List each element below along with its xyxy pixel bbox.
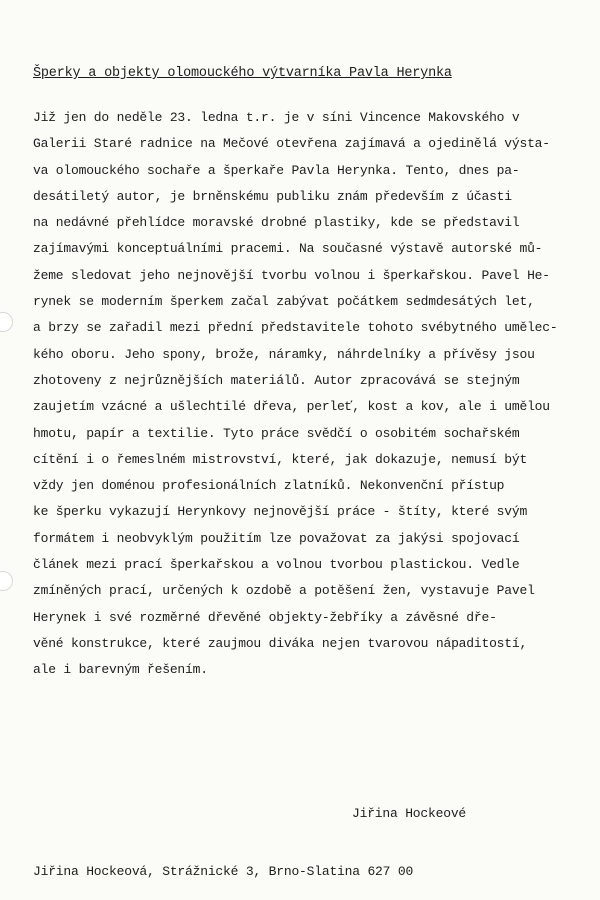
body-line: ke šperku vykazují Herynkovy nejnovější práce - štíty, které svým — [33, 504, 528, 520]
punch-hole-bottom — [0, 571, 13, 591]
body-line: hmotu, papír a textilie. Tyto práce svědčí o osobitém sochařském — [33, 425, 520, 441]
body-line: Galerii Staré radnice na Mečové otevřena zajímavá a ojedinělá výsta- — [33, 136, 550, 152]
body-line: na nedávné přehlídce moravské drobné plastiky, kde se představil — [33, 215, 520, 231]
body-line: článek mezi prací šperkařskou a volnou tvorbou plastickou. Vedle — [33, 557, 520, 573]
punch-hole-top — [0, 312, 13, 332]
body-line: a brzy se zařadil mezi přední představitele tohoto svébytného uměleс- — [33, 320, 558, 336]
body-line: zmíněných prací, určených k ozdobě a potěšení žen, vystavuje Pavel — [33, 583, 535, 599]
author-signature: Jiřina Hockeové — [352, 806, 467, 821]
author-address: Jiřina Hockeová, Strážnické 3, Brno-Slatina 627 00 — [33, 864, 414, 879]
body-line: vždy jen doménou profesionálních zlatníků. Nekonvenční přístup — [33, 478, 505, 494]
body-line: Již jen do neděle 23. ledna t.r. je v síni Vincence Makovského v — [33, 110, 520, 125]
body-line: rynek se moderním šperkem začal zabývat počátkem sedmdesátých let, — [33, 294, 535, 310]
body-line: formátem i neobvyklým použitím lze považovat za jakýsi spojovací — [33, 530, 520, 546]
body-line: kého oboru. Jeho spony, brože, náramky, náhrdelníky a přívěsy jsou — [33, 346, 535, 362]
article-title: Šperky a objekty olomouckého výtvarníka Pavla Herynka — [33, 66, 452, 81]
body-line: zhotoveny z nejrůznějších materiálů. Autor zpracovává se stejným — [33, 372, 520, 388]
body-line: Herynek i své rozměrné dřevěné objekty-žebříky a závěsné dře- — [33, 609, 497, 625]
body-line: zaujetím vzácné a ušlechtilé dřeva, perleť, kost a kov, ale i umělou — [33, 399, 550, 415]
body-line: věné konstrukce, které zaujmou diváka nejen tvarovou nápaditostí, — [33, 635, 528, 651]
body-line: cítění i o řemeslném mistrovství, které, jak dokazuje, nemusí být — [33, 451, 528, 467]
body-line: ale i barevným řešením. — [33, 662, 208, 678]
body-line: va olomouckého sochaře a šperkaře Pavla Herynka. Tento, dnes pa- — [33, 162, 520, 178]
body-line: zajímavými konceptuálními pracemi. Na současné výstavě autorské mů- — [33, 241, 543, 257]
body-line: desátiletý autor, je brněnskému publiku znám především z účasti — [33, 188, 512, 204]
article-body — [33, 105, 593, 684]
body-line: žeme sledovat jeho nejnovější tvorbu volnou i šperkařskou. Pavel He- — [33, 267, 550, 283]
